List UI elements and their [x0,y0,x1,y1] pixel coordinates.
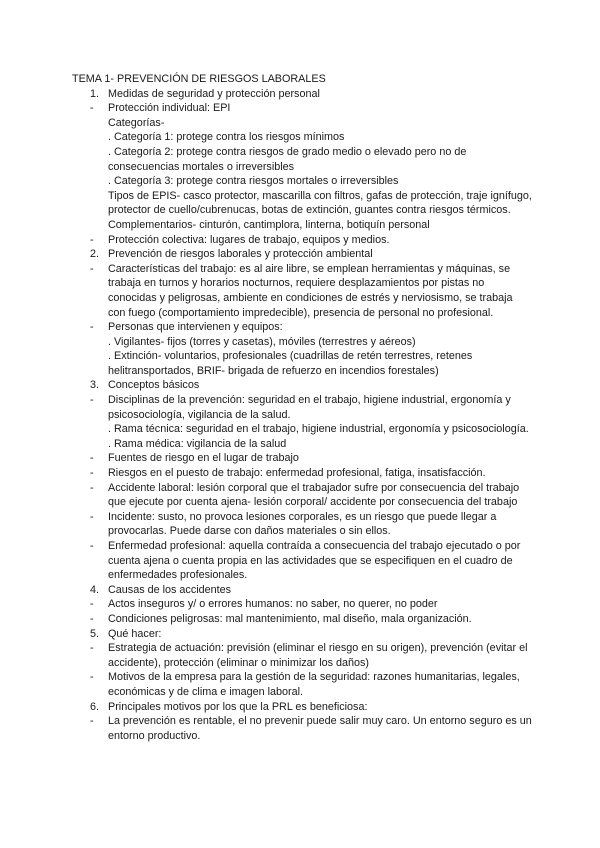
section-number: 1. [90,87,100,100]
bullet-dash: - [90,452,94,465]
sub-paragraph: . Categoría 1: protege contra los riesgos mínimos [108,131,345,144]
list-item [72,714,532,743]
bullet-dash: - [90,467,94,480]
sub-paragraph: . Rama técnica: seguridad en el trabajo, higiene industrial, ergonomía y psicosociología. [108,423,529,436]
list-item [72,481,532,510]
list-item [72,510,532,539]
list-item [72,233,532,248]
bullet-dash: - [90,321,94,334]
section-5-heading [72,627,532,642]
list-item [72,670,532,699]
section-heading-text: Prevención de riesgos laborales y protección ambiental [108,248,373,261]
section-heading-text: Conceptos básicos [108,379,200,392]
list-item-text: Motivos de la empresa para la gestión de la seguridad: razones humanitarias, legales, económicas y de clima e imagen laboral. [108,671,520,698]
list-item-text: Fuentes de riesgo en el lugar de trabajo [108,452,299,465]
section-number: 4. [90,583,100,596]
sub-paragraph: . Extinción- voluntarios, profesionales (cuadrillas de retén terrestres, retenes helitransportados, BRIF- brigada de refuerzo en incendios forestales) [108,350,473,377]
bullet-dash: - [90,394,94,407]
bullet-dash: - [90,612,94,625]
list-item-text: Protección colectiva: lugares de trabajo, equipos y medios. [108,233,390,246]
list-item [72,466,532,481]
list-item [72,320,532,335]
section-2-heading [72,247,532,262]
list-item-text: Personas que intervienen y equipos: [108,321,283,334]
list-item [72,101,532,116]
list-item-text: Protección individual: EPI [108,102,231,115]
bullet-dash: - [90,262,94,275]
list-item-text: Enfermedad profesional: aquella contraída a consecuencia del trabajo ejecutado o por cuenta ajena o cuenta propia en las actividades que se especifiquen en el cuadro de enfermedades profesionales. [108,540,521,582]
bullet-dash: - [90,715,94,728]
section-number: 5. [90,627,100,640]
list-item [72,597,532,612]
section-number: 3. [90,379,100,392]
list-item [72,393,532,422]
sub-paragraph: Categorías- [108,116,165,129]
sub-paragraph: . Categoría 2: protege contra riesgos de grado medio o elevado pero no de consecuencias mortales o irreversibles [108,145,467,173]
bullet-dash: - [90,481,94,494]
sub-paragraph: . Vigilantes- fijos (torres y casetas), móviles (terrestres y aéreos) [108,335,416,348]
list-item [72,262,532,320]
document-page [72,72,532,743]
bullet-dash: - [90,510,94,523]
bullet-dash: - [90,598,94,611]
list-item-text: Actos inseguros y/ o errores humanos: no saber, no querer, no poder [108,598,438,611]
section-heading-text: Medidas de seguridad y protección personal [108,87,320,100]
list-item-text: Incidente: susto, no provoca lesiones corporales, es un riesgo que puede llegar a provocarlas. Puede darse con daños materiales o sin ellos. [108,510,497,538]
section-6-heading [72,700,532,715]
list-item [72,451,532,466]
list-item-text: Riesgos en el puesto de trabajo: enfermedad profesional, fatiga, insatisfacción. [108,467,486,480]
list-item-text: Condiciones peligrosas: mal mantenimiento, mal diseño, mala organización. [108,612,472,625]
bullet-dash: - [90,671,94,684]
bullet-dash: - [90,233,94,246]
section-heading-text: Qué hacer: [108,627,162,640]
document-title: TEMA 1- PREVENCIÓN DE RIESGOS LABORALES [72,73,326,85]
section-heading-text: Principales motivos por los que la PRL es beneficiosa: [108,700,368,713]
bullet-dash: - [90,540,94,552]
list-item [72,539,532,583]
sub-paragraph: Tipos de EPIS- casco protector, mascarilla con filtros, gafas de protección, traje ignífugo, protector de cuello/cubrenucas, botas de extinción, guantes contra riesgos térmicos. Complementarios- cinturón, cantimplora, linterna, botiquín personal [108,189,532,231]
section-4-heading [72,583,532,598]
bullet-dash: - [90,642,94,655]
section-3-heading [72,378,532,393]
list-item-text: Accidente laboral: lesión corporal que el trabajador sufre por consecuencia del trabajo que ejecute por cuenta ajena- lesión corporal/ accidente por consecuencia del trabajo [108,481,520,509]
list-item-text: La prevención es rentable, el no prevenir puede salir muy caro. Un entorno seguro es un entorno productivo. [108,715,532,742]
sub-paragraph: . Categoría 3: protege contra riesgos mortales o irreversibles [108,175,399,188]
bullet-dash: - [90,102,94,115]
list-item [72,612,532,627]
section-number: 6. [90,700,100,713]
list-item-text: Disciplinas de la prevención: seguridad en el trabajo, higiene industrial, ergonomía y psicosociología, vigilancia de la salud. [108,394,511,421]
section-heading-text: Causas de los accidentes [108,583,232,596]
list-item [72,641,532,670]
sub-paragraph: . Rama médica: vigilancia de la salud [108,437,287,450]
section-1-heading [72,87,532,102]
list-item-text: Estrategia de actuación: previsión (eliminar el riesgo en su origen), prevención (evitar el accidente), protección (eliminar o minimizar los daños) [108,642,528,669]
section-number: 2. [90,248,100,261]
list-item-text: Características del trabajo: es al aire libre, se emplean herramientas y máquinas, se trabaja en turnos y horarios nocturnos, requiere desplazamientos por pistas no conocidas y peligrosas, ambiente en condiciones de estrés y nerviosismo, se trabaja con fuego (comportamiento impredecible), presencia de personal no profesional. [108,262,513,319]
